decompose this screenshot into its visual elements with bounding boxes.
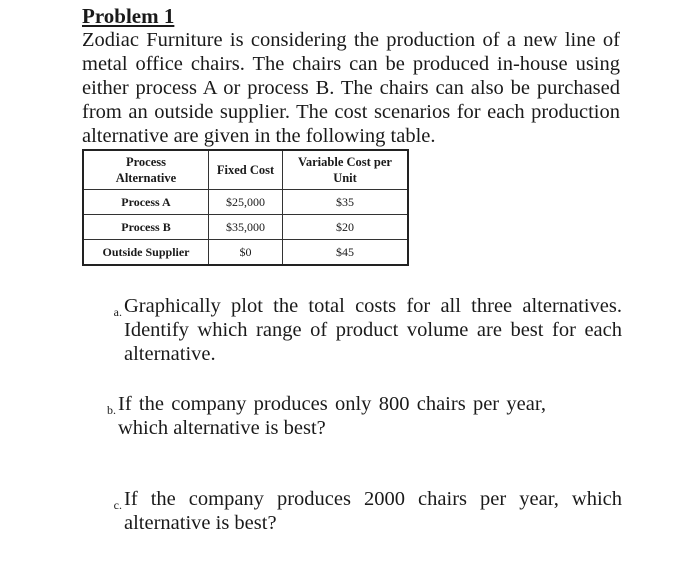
header-process-alternative: Process Alternative [83,150,209,190]
question-b-marker: b. [107,403,116,417]
cell-variable-cost: $20 [283,215,409,240]
cell-variable-cost: $35 [283,190,409,215]
cell-fixed-cost: $35,000 [209,215,283,240]
table-row [83,240,408,266]
cell-alternative: Process B [83,215,209,240]
question-c [82,487,622,535]
table-header-row [83,150,408,190]
question-c-marker: c. [113,498,122,512]
problem-title: Problem 1 [82,4,175,28]
question-a [82,294,622,366]
cell-fixed-cost: $0 [209,240,283,266]
cell-fixed-cost: $25,000 [209,190,283,215]
question-c-text: If the company produces 2000 chairs per year, which alternative is best? [124,488,622,534]
question-a-marker: a. [113,305,122,319]
header-fixed-cost: Fixed Cost [209,150,283,190]
question-b [82,392,622,440]
header-variable-cost: Variable Cost per Unit [283,150,409,190]
cell-alternative: Outside Supplier [83,240,209,266]
table-row [83,215,408,240]
cost-table [82,149,409,266]
cell-variable-cost: $45 [283,240,409,266]
problem-intro: Zodiac Furniture is considering the production of a new line of metal office chairs. The chairs can be produced in-house using either process A or process B. The chairs can also be purchased from an outside supplier. The cost scenarios for each production alternative are given in the following table. [82,29,620,147]
question-a-text: Graphically plot the total costs for all three alternatives. Identify which range of product volume are best for each alternative. [124,295,622,365]
question-b-text: If the company produces only 800 chairs per year, which alternative is best? [118,393,546,439]
cell-alternative: Process A [83,190,209,215]
table-row [83,190,408,215]
